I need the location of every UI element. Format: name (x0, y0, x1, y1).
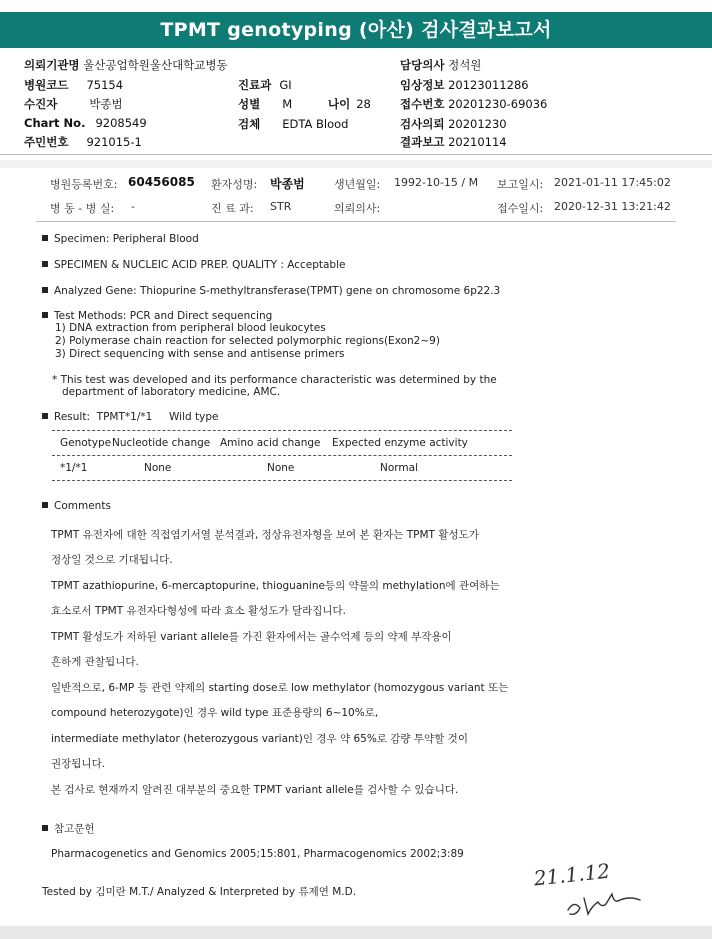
code-label: 병원코드 (24, 78, 69, 92)
dob-value: 1992-10-15 / M (394, 176, 479, 189)
patient-divider (36, 221, 676, 222)
result-cell-enzyme: Normal (380, 462, 418, 474)
name-label: 환자성명: (211, 178, 258, 191)
result-table-top (52, 430, 512, 431)
receiver-row (24, 96, 123, 112)
note-line1: * This test was developed and its performance characteristic was determined by the (52, 374, 497, 386)
report-dt-label: 보고일시: (497, 178, 544, 191)
note-line2: department of laboratory medicine, AMC. (62, 386, 281, 398)
methods-title: Test Methods: PCR and Direct sequencing (42, 310, 272, 322)
header-shadow (0, 160, 712, 168)
specimen-label: 검체 (238, 117, 261, 131)
reg-no-value: 60456085 (128, 175, 195, 189)
info-value: 20123011286 (448, 78, 529, 92)
bullet-icon (42, 312, 48, 318)
chart-value: 9208549 (95, 116, 147, 130)
age-row (328, 96, 371, 112)
age-label: 나이 (328, 97, 351, 111)
specimen-line: Specimen: Peripheral Blood (42, 233, 199, 245)
result-genotype: TPMT*1/*1 (96, 411, 153, 423)
ward-value: - (131, 200, 135, 213)
rrn-value: 921015-1 (86, 135, 142, 149)
result-table-mid (52, 455, 512, 456)
comment-line: TPMT 활성도가 저하된 variant allele를 가진 환자에서는 골수억제 등의 약제 부작용이 (51, 631, 452, 643)
comment-line: intermediate methylator (heterozygous variant)인 경우 약 65%로 감량 투약할 것이 (51, 733, 468, 745)
dept-label: 진료과 (238, 78, 272, 92)
report-label: 결과보고 (400, 135, 445, 149)
specimen-value: EDTA Blood (282, 117, 349, 131)
comment-line: TPMT 유전자에 대한 직접염기서열 분석결과, 정상유전자형을 보여 본 환자는 TPMT 활성도가 (51, 529, 479, 541)
bullet-icon (42, 825, 48, 831)
gene-line: Analyzed Gene: Thiopurine S-methyltransferase(TPMT) gene on chromosome 6p22.3 (42, 285, 500, 297)
sex-label: 성별 (238, 97, 261, 111)
hospital-value: 울산공업학원울산대학교병동 (83, 58, 228, 72)
footer-bar (0, 926, 712, 939)
comment-line: 권장됩니다. (51, 758, 106, 770)
age-value: 28 (356, 97, 371, 111)
bullet-icon (42, 413, 48, 419)
comment-line: 정상일 것으로 기대됩니다. (51, 554, 173, 566)
bullet-icon (42, 502, 48, 508)
hospital-label: 의뢰기관명 (24, 58, 80, 72)
specimen-row (238, 116, 348, 132)
result-line: Result: TPMT*1/*1 Wild type (42, 411, 218, 423)
result-cell-genotype: *1/*1 (60, 462, 88, 474)
receiver-label: 수진자 (24, 97, 58, 111)
doctor-label: 담당의사 (400, 58, 445, 72)
comments-title: Comments (42, 500, 111, 512)
request-value: 20201230 (448, 117, 507, 131)
comment-line: TPMT azathiopurine, 6-mercaptopurine, thioguanine등의 약물의 methylation에 관여하는 (51, 580, 500, 592)
result-cell-aminoacid: None (267, 462, 295, 474)
result-table-bottom (52, 480, 512, 481)
result-header-enzyme: Expected enzyme activity (332, 437, 468, 449)
bullet-icon (42, 287, 48, 293)
ward-label: 병 동 - 병 실: (50, 202, 115, 215)
doctor-row (400, 57, 481, 73)
references-title: 참고문헌 (42, 821, 95, 836)
rrn-label: 주민번호 (24, 135, 69, 149)
doctor-label-2: 의뢰의사: (334, 202, 381, 215)
quality-line: SPECIMEN & NUCLEIC ACID PREP. QUALITY : Acceptable (42, 259, 345, 271)
report-dt-value: 2021-01-11 17:45:02 (554, 176, 671, 189)
report-title-banner: TPMT genotyping (아산) 검사결과보고서 (0, 12, 712, 48)
comment-line: 본 검사로 현재까지 알려진 대부분의 중요한 TPMT variant allele를 검사할 수 있습니다. (51, 784, 459, 796)
methods-step2: 2) Polymerase chain reaction for selected polymorphic regions(Exon2~9) (55, 335, 440, 347)
code-row (24, 77, 123, 93)
comment-line: compound heterozygote)인 경우 wild type 표준용량의 6~10%로, (51, 707, 379, 719)
result-header-nucleotide: Nucleotide change (112, 437, 211, 449)
result-header-aminoacid: Amino acid change (220, 437, 321, 449)
comment-line: 흔하게 관찰됩니다. (51, 656, 139, 668)
receiver-value: 박종범 (89, 97, 123, 111)
sex-row (238, 96, 292, 112)
doctor-value: 정석원 (448, 58, 482, 72)
header-divider (0, 154, 712, 155)
comment-line: 일반적으로, 6-MP 등 관련 약제의 starting dose로 low methylator (homozygous variant 또는 (51, 682, 509, 694)
request-row (400, 116, 507, 132)
methods-step1: 1) DNA extraction from peripheral blood leukocytes (55, 322, 326, 334)
rrn-row (24, 134, 142, 150)
reg-no-label: 병원등록번호: (50, 178, 118, 191)
code-value: 75154 (86, 78, 124, 92)
recv-dt-label: 접수일시: (497, 202, 544, 215)
result-type: Wild type (169, 411, 219, 423)
references-text: Pharmacogenetics and Genomics 2005;15:801, Pharmacogenomics 2002;3:89 (51, 848, 464, 860)
result-header-genotype: Genotype (60, 437, 112, 449)
chart-row (24, 116, 147, 130)
request-label: 검사의뢰 (400, 117, 445, 131)
reg-value: 20201230-69036 (448, 97, 548, 111)
dob-label: 생년월일: (334, 178, 381, 191)
result-cell-nucleotide: None (144, 462, 172, 474)
reg-row (400, 96, 547, 112)
handwritten-signature (528, 858, 678, 924)
hospital-row (24, 57, 228, 73)
bullet-icon (42, 261, 48, 267)
name-value: 박종범 (270, 177, 305, 191)
sex-value: M (282, 97, 293, 111)
dept-value: GI (279, 78, 292, 92)
methods-step3: 3) Direct sequencing with sense and antisense primers (55, 348, 345, 360)
chart-label: Chart No. (24, 116, 86, 130)
handwritten-date: 21.1.12 (532, 858, 612, 891)
bullet-icon (42, 235, 48, 241)
dept-label-2: 진 료 과: (211, 202, 254, 215)
report-row (400, 134, 507, 150)
info-row (400, 77, 529, 93)
info-label: 임상정보 (400, 78, 445, 92)
recv-dt-value: 2020-12-31 13:21:42 (554, 200, 671, 213)
reg-label: 접수번호 (400, 97, 445, 111)
tested-by: Tested by 김미란 M.T./ Analyzed & Interpreted by 류제연 M.D. (42, 886, 357, 898)
comment-line: 효소로서 TPMT 유전자다형성에 따라 효소 활성도가 달라집니다. (51, 605, 347, 617)
dept-value-2: STR (270, 200, 292, 213)
dept-row (238, 77, 292, 93)
report-value: 20210114 (448, 135, 507, 149)
